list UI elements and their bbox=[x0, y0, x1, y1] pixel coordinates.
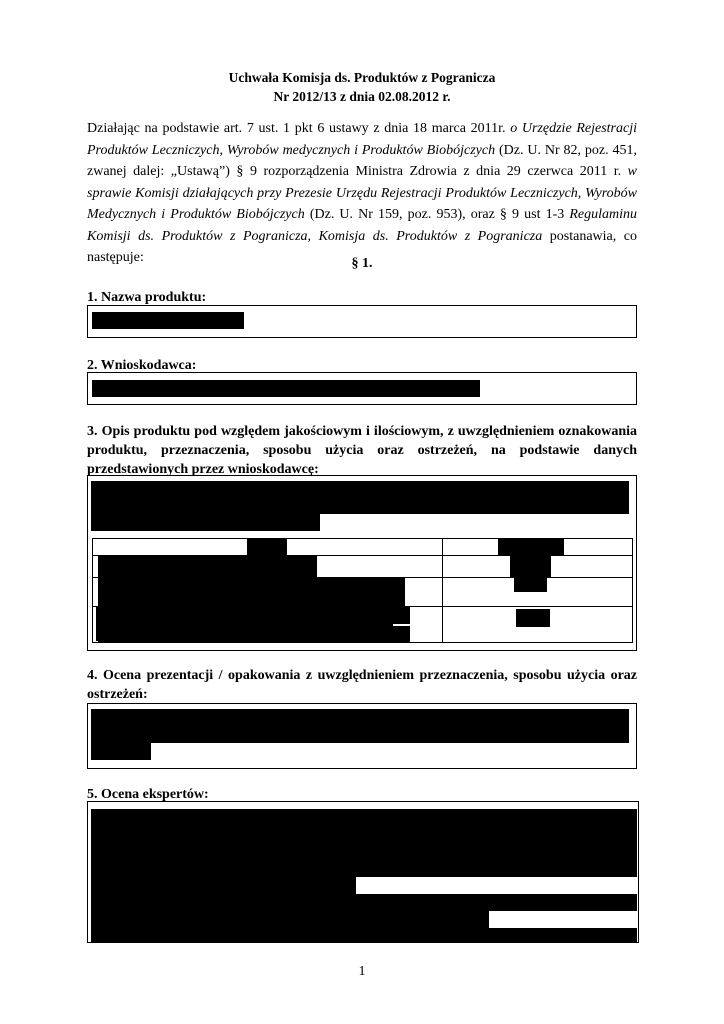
redaction bbox=[96, 624, 393, 641]
intro-law-title-1: o Urzędzie Rejestracji Produktów Leczniczych, Wyrobów medycznych i Produktów Biobójczych bbox=[87, 121, 638, 158]
redaction bbox=[91, 514, 320, 531]
intro-text-2: (Dz. U. Nr 82, poz. 451, zwanej dalej: „Ustawą”) § 9 rozporządzenia Ministra Zdrowia z dnia 29 czerwca 2011 r. bbox=[87, 142, 637, 179]
redaction bbox=[247, 538, 287, 555]
redaction bbox=[98, 577, 405, 606]
redaction bbox=[91, 743, 151, 760]
redaction bbox=[92, 380, 480, 397]
redaction bbox=[98, 555, 317, 577]
intro-law-title-2: w sprawie Komisji działających przy Prezesie Urzędu Rejestracji Produktów Leczniczych, Wyrobów Medycznych i Produktów Biobójczych bbox=[87, 164, 637, 222]
section-4-heading: 4. Ocena prezentacji / opakowania z uwzględnieniem przeznaczenia, sposobu użycia oraz ostrzeżeń: bbox=[87, 668, 637, 702]
redaction bbox=[91, 481, 629, 514]
page-number: 1 bbox=[358, 964, 366, 979]
redaction bbox=[91, 911, 489, 928]
intro-paragraph bbox=[87, 118, 637, 269]
intro-regulation-title: Regulaminu Komisji ds. Produktów z Pogranicza, Komisja ds. Produktów z Pogranicza bbox=[87, 207, 637, 244]
intro-text-3: (Dz. U. Nr 159, poz. 953), oraz § 9 ust 1-3 bbox=[304, 207, 570, 222]
title-line-1: Uchwała Komisja ds. Produktów z Pogranicza bbox=[228, 70, 496, 85]
redaction bbox=[510, 555, 551, 577]
redaction bbox=[91, 709, 629, 743]
redaction bbox=[514, 577, 547, 592]
expert-assessment-box bbox=[87, 801, 639, 943]
section-2-heading: 2. Wnioskodawca: bbox=[87, 358, 197, 373]
applicant-box bbox=[87, 372, 637, 405]
redaction bbox=[91, 809, 637, 877]
redaction bbox=[96, 606, 410, 624]
intro-text-1: Działając na podstawie art. 7 ust. 1 pkt 6 ustawy z dnia 18 marca 2011r. bbox=[87, 121, 511, 136]
redaction bbox=[91, 877, 356, 894]
redaction bbox=[516, 609, 550, 627]
table-rule bbox=[92, 538, 93, 643]
redaction bbox=[498, 538, 564, 555]
redaction bbox=[91, 928, 637, 942]
section-5-heading: 5. Ocena ekspertów: bbox=[87, 787, 209, 802]
intro-text-4: postanawia, co następuje: bbox=[87, 228, 638, 265]
title-line-2: Nr 2012/13 z dnia 02.08.2012 r. bbox=[273, 89, 451, 104]
table-rule bbox=[632, 538, 633, 643]
redaction bbox=[92, 312, 244, 329]
table-rule bbox=[92, 642, 633, 643]
redaction bbox=[91, 894, 637, 911]
presentation-assessment-box bbox=[87, 703, 637, 769]
section-3-heading: 3. Opis produktu pod względem jakościowym i ilościowym, z uwzględnieniem oznakowania produktu, przeznaczenia, sposobu użycia oraz ostrzeżeń, na podstawie danych przedstawionych przez wnioskodawcę: bbox=[87, 424, 637, 477]
table-rule bbox=[442, 538, 443, 643]
section-1-heading: 1. Nazwa produktu: bbox=[87, 290, 207, 305]
product-name-box bbox=[87, 305, 637, 338]
section-sign: § 1. bbox=[351, 256, 373, 271]
